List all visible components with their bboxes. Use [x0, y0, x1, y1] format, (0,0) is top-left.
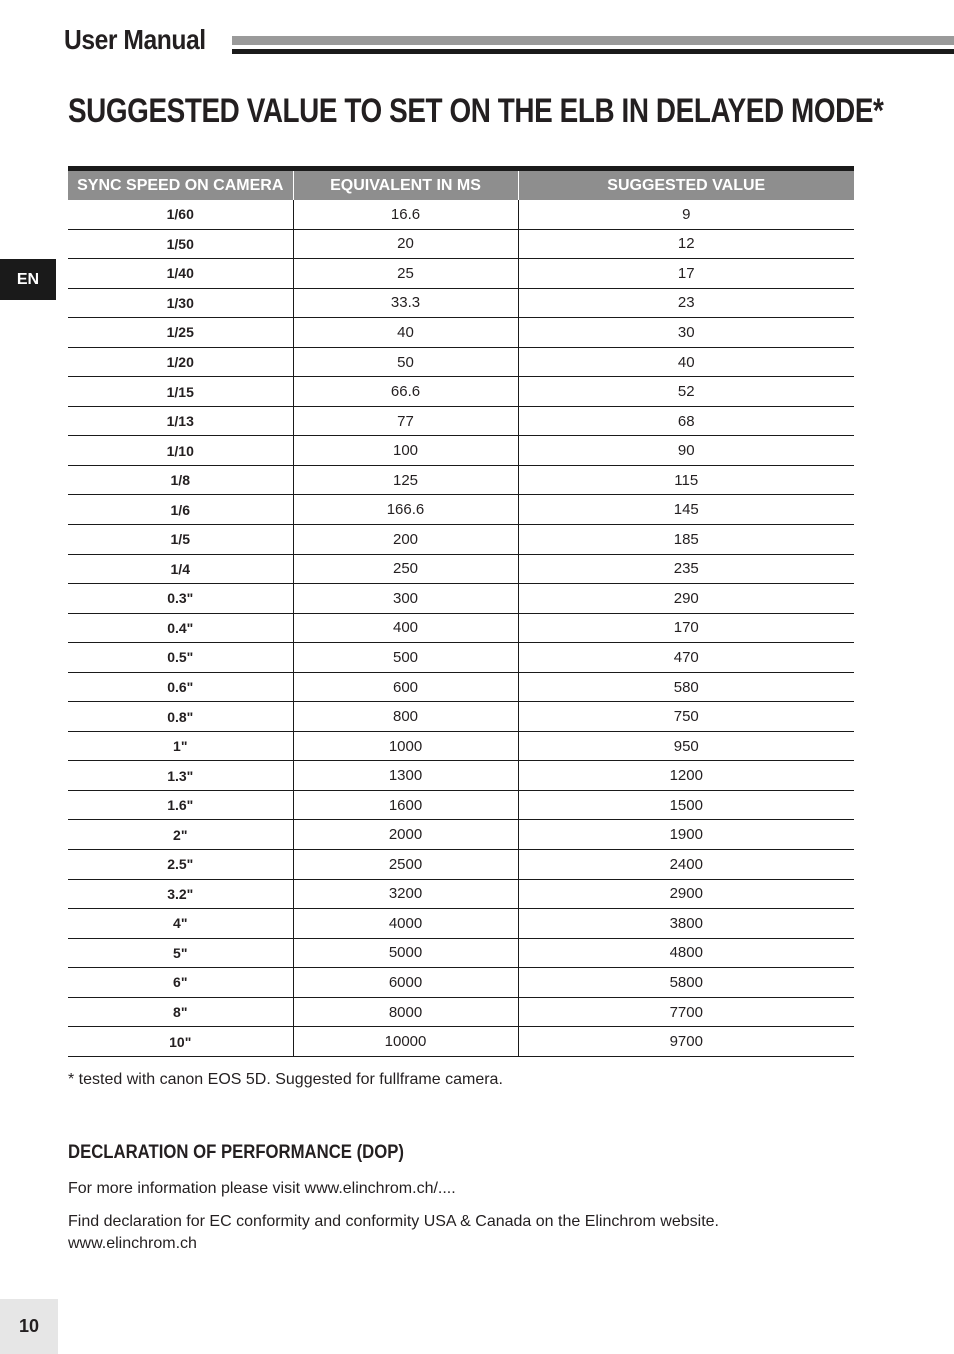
cell-equivalent-ms: 2000: [293, 820, 518, 850]
cell-sync-speed: 1/4: [68, 554, 293, 584]
dop-website-link[interactable]: www.elinchrom.ch: [68, 1235, 197, 1252]
page-number-box: [0, 1299, 58, 1354]
page-heading: SUGGESTED VALUE TO SET ON THE ELB IN DELAYED MODE*: [68, 92, 884, 130]
cell-equivalent-ms: 1600: [293, 790, 518, 820]
header-rule-gray: [232, 36, 954, 45]
cell-sync-speed: 1/60: [68, 200, 293, 229]
table-body: [68, 200, 854, 1056]
table-row: [68, 318, 854, 348]
cell-suggested-value: 115: [518, 465, 854, 495]
cell-suggested-value: 9: [518, 200, 854, 229]
cell-equivalent-ms: 6000: [293, 968, 518, 998]
cell-sync-speed: 10": [68, 1027, 293, 1057]
table-row: [68, 200, 854, 229]
cell-suggested-value: 52: [518, 377, 854, 407]
cell-suggested-value: 17: [518, 259, 854, 289]
cell-suggested-value: 12: [518, 229, 854, 259]
cell-equivalent-ms: 25: [293, 259, 518, 289]
dop-declaration-text: Find declaration for EC conformity and conformity USA & Canada on the Elinchrom website.: [68, 1213, 719, 1230]
cell-equivalent-ms: 16.6: [293, 200, 518, 229]
cell-equivalent-ms: 600: [293, 672, 518, 702]
dop-heading: DECLARATION OF PERFORMANCE (DOP): [68, 1142, 404, 1163]
cell-equivalent-ms: 1000: [293, 731, 518, 761]
cell-sync-speed: 0.5": [68, 643, 293, 673]
cell-sync-speed: 1/6: [68, 495, 293, 525]
table-row: [68, 879, 854, 909]
cell-equivalent-ms: 1300: [293, 761, 518, 791]
table-row: [68, 554, 854, 584]
cell-sync-speed: 1/5: [68, 525, 293, 555]
cell-suggested-value: 9700: [518, 1027, 854, 1057]
cell-sync-speed: 1/10: [68, 436, 293, 466]
cell-equivalent-ms: 40: [293, 318, 518, 348]
table-row: [68, 465, 854, 495]
cell-equivalent-ms: 250: [293, 554, 518, 584]
table-row: [68, 613, 854, 643]
table-row: [68, 790, 854, 820]
table-row: [68, 347, 854, 377]
table-row: [68, 525, 854, 555]
cell-suggested-value: 90: [518, 436, 854, 466]
cell-suggested-value: 580: [518, 672, 854, 702]
manual-title: User Manual: [64, 24, 206, 55]
cell-suggested-value: 3800: [518, 909, 854, 939]
cell-suggested-value: 145: [518, 495, 854, 525]
table-row: [68, 436, 854, 466]
column-header-equivalent-ms: EQUIVALENT IN MS: [293, 171, 518, 200]
cell-equivalent-ms: 100: [293, 436, 518, 466]
language-label: EN: [16, 270, 40, 288]
cell-suggested-value: 1200: [518, 761, 854, 791]
cell-sync-speed: 3.2": [68, 879, 293, 909]
cell-sync-speed: 1/30: [68, 288, 293, 318]
footnote: * tested with canon EOS 5D. Suggested for fullframe camera.: [68, 1071, 503, 1088]
cell-equivalent-ms: 500: [293, 643, 518, 673]
cell-equivalent-ms: 3200: [293, 879, 518, 909]
cell-suggested-value: 1500: [518, 790, 854, 820]
cell-suggested-value: 2400: [518, 850, 854, 880]
column-header-suggested-value: SUGGESTED VALUE: [518, 171, 854, 200]
cell-suggested-value: 470: [518, 643, 854, 673]
cell-suggested-value: 750: [518, 702, 854, 732]
cell-suggested-value: 40: [518, 347, 854, 377]
cell-equivalent-ms: 4000: [293, 909, 518, 939]
cell-sync-speed: 1/50: [68, 229, 293, 259]
table-row: [68, 731, 854, 761]
table-row: [68, 229, 854, 259]
cell-sync-speed: 0.8": [68, 702, 293, 732]
cell-sync-speed: 4": [68, 909, 293, 939]
table-row: [68, 377, 854, 407]
table-row: [68, 584, 854, 614]
cell-equivalent-ms: 20: [293, 229, 518, 259]
cell-sync-speed: 6": [68, 968, 293, 998]
cell-sync-speed: 1.6": [68, 790, 293, 820]
table-row: [68, 643, 854, 673]
cell-equivalent-ms: 5000: [293, 938, 518, 968]
cell-suggested-value: 7700: [518, 997, 854, 1027]
table-row: [68, 909, 854, 939]
cell-sync-speed: 0.4": [68, 613, 293, 643]
table-row: [68, 406, 854, 436]
table-header-row: [68, 171, 854, 200]
table-row: [68, 702, 854, 732]
table-row: [68, 1027, 854, 1057]
cell-sync-speed: 1/25: [68, 318, 293, 348]
table-row: [68, 288, 854, 318]
cell-sync-speed: 0.3": [68, 584, 293, 614]
table-row: [68, 850, 854, 880]
cell-equivalent-ms: 33.3: [293, 288, 518, 318]
cell-sync-speed: 2.5": [68, 850, 293, 880]
cell-suggested-value: 2900: [518, 879, 854, 909]
cell-equivalent-ms: 200: [293, 525, 518, 555]
language-tab: [0, 259, 56, 300]
table-row: [68, 761, 854, 791]
table-row: [68, 820, 854, 850]
table-row: [68, 672, 854, 702]
cell-sync-speed: 1/8: [68, 465, 293, 495]
cell-sync-speed: 8": [68, 997, 293, 1027]
cell-equivalent-ms: 125: [293, 465, 518, 495]
cell-equivalent-ms: 800: [293, 702, 518, 732]
cell-equivalent-ms: 10000: [293, 1027, 518, 1057]
cell-equivalent-ms: 8000: [293, 997, 518, 1027]
cell-equivalent-ms: 50: [293, 347, 518, 377]
table-row: [68, 495, 854, 525]
cell-equivalent-ms: 2500: [293, 850, 518, 880]
cell-suggested-value: 4800: [518, 938, 854, 968]
cell-equivalent-ms: 77: [293, 406, 518, 436]
table-row: [68, 968, 854, 998]
cell-suggested-value: 23: [518, 288, 854, 318]
cell-suggested-value: 290: [518, 584, 854, 614]
page-number: 10: [18, 1316, 40, 1336]
cell-sync-speed: 0.6": [68, 672, 293, 702]
cell-suggested-value: 5800: [518, 968, 854, 998]
cell-suggested-value: 185: [518, 525, 854, 555]
cell-suggested-value: 235: [518, 554, 854, 584]
sync-speed-table: [68, 166, 854, 1057]
cell-equivalent-ms: 300: [293, 584, 518, 614]
column-header-sync-speed: SYNC SPEED ON CAMERA: [68, 171, 293, 200]
cell-sync-speed: 1/13: [68, 406, 293, 436]
cell-sync-speed: 1/40: [68, 259, 293, 289]
cell-sync-speed: 2": [68, 820, 293, 850]
cell-equivalent-ms: 400: [293, 613, 518, 643]
cell-suggested-value: 1900: [518, 820, 854, 850]
cell-suggested-value: 170: [518, 613, 854, 643]
table-row: [68, 997, 854, 1027]
dop-info-text: For more information please visit www.elinchrom.ch/....: [68, 1180, 456, 1197]
cell-sync-speed: 5": [68, 938, 293, 968]
table-row: [68, 938, 854, 968]
cell-sync-speed: 1": [68, 731, 293, 761]
cell-equivalent-ms: 66.6: [293, 377, 518, 407]
cell-suggested-value: 68: [518, 406, 854, 436]
table-row: [68, 259, 854, 289]
cell-suggested-value: 950: [518, 731, 854, 761]
cell-sync-speed: 1/20: [68, 347, 293, 377]
cell-suggested-value: 30: [518, 318, 854, 348]
cell-sync-speed: 1/15: [68, 377, 293, 407]
header-rule-black: [232, 49, 954, 54]
cell-sync-speed: 1.3": [68, 761, 293, 791]
cell-equivalent-ms: 166.6: [293, 495, 518, 525]
